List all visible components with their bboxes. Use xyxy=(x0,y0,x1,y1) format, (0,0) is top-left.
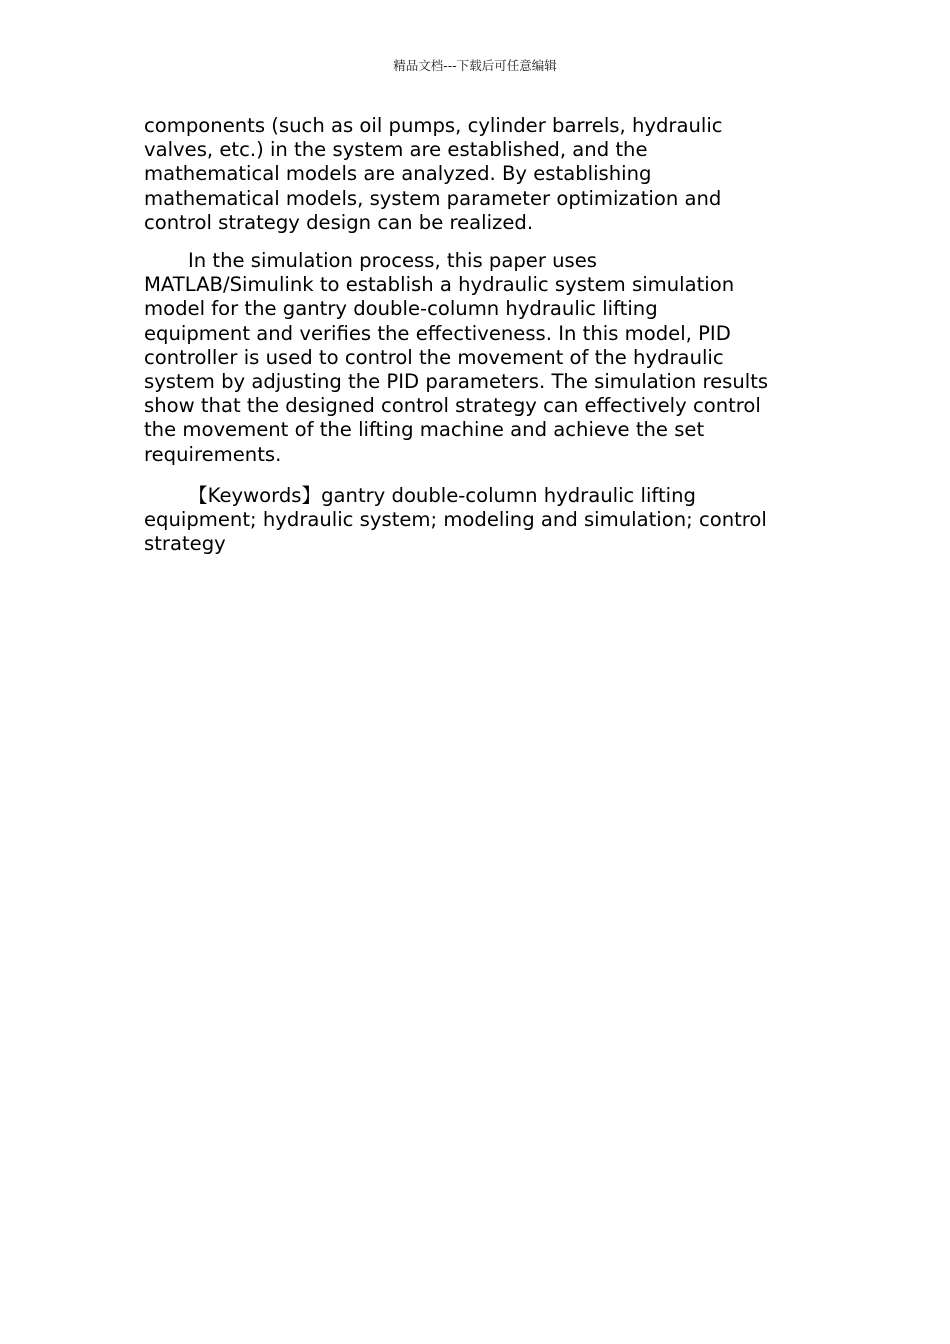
text-line: equipment; hydraulic system; modeling and simulation; control xyxy=(144,508,767,532)
text-line: MATLAB/Simulink to establish a hydraulic system simulation xyxy=(144,273,735,297)
text-line: control strategy design can be realized. xyxy=(144,210,534,234)
text-line: mathematical models, system parameter optimization and xyxy=(144,186,722,210)
document-body xyxy=(144,114,816,570)
paragraph-component-models xyxy=(144,114,816,235)
page-header: 精品文档---下载后可任意编辑 xyxy=(393,58,557,73)
paragraph-simulation-process xyxy=(144,249,816,467)
paragraph-keywords xyxy=(144,484,816,557)
text-line: the movement of the lifting machine and achieve the set xyxy=(144,418,705,442)
text-line-indented xyxy=(144,249,816,273)
text-line: components (such as oil pumps, cylinder barrels, hydraulic xyxy=(144,114,723,137)
text-line: equipment and verifies the effectiveness. In this model, PID xyxy=(144,321,731,345)
text-line: system by adjusting the PID parameters. The simulation results xyxy=(144,370,769,394)
text-line: show that the designed control strategy can effectively control xyxy=(144,394,761,418)
text-line: model for the gantry double-column hydraulic lifting xyxy=(144,297,658,321)
text-line: valves, etc.) in the system are established, and the xyxy=(144,138,648,162)
text-line-indented xyxy=(144,484,816,508)
text-line: In the simulation process, this paper uses xyxy=(188,249,598,273)
text-line: strategy xyxy=(144,532,226,556)
text-line: mathematical models are analyzed. By establishing xyxy=(144,162,652,186)
text-line: controller is used to control the movement of the hydraulic xyxy=(144,345,724,369)
text-line: 【Keywords】gantry double-column hydraulic lifting xyxy=(188,483,696,507)
text-line: requirements. xyxy=(144,442,282,466)
